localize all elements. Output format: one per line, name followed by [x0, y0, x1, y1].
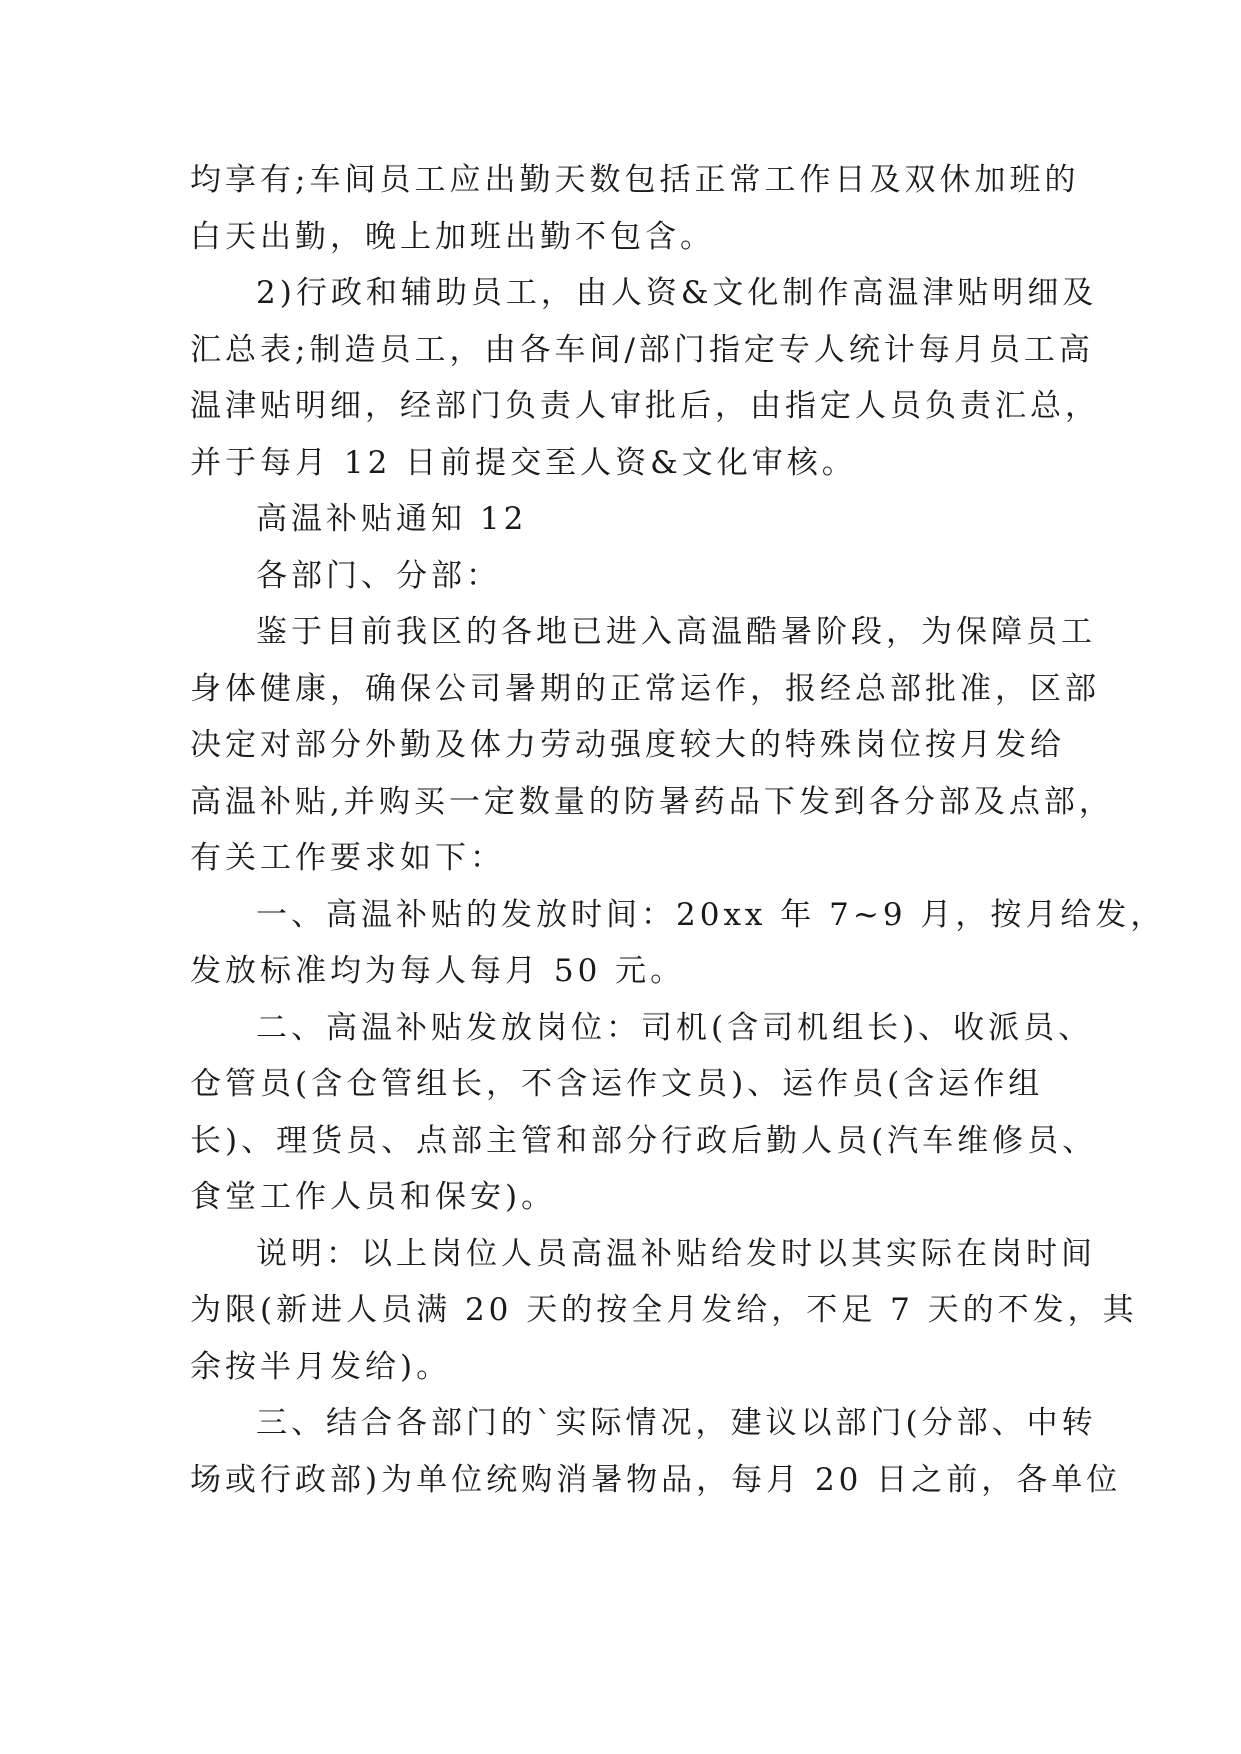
text-line: 汇总表;制造员工，由各车间/部门指定专人统计每月员工高: [190, 331, 1094, 368]
text-line: 均享有;车间员工应出勤天数包括正常工作日及双休加班的: [190, 162, 1080, 198]
text-line: 一、高温补贴的发放时间：20xx 年 7~9 月，按月给发，: [256, 896, 1166, 933]
text-line: 决定对部分外勤及体力劳动强度较大的特殊岗位按月发给: [190, 727, 1065, 763]
text-line: 温津贴明细，经部门负责人审批后，由指定人员负责汇总，: [190, 388, 1100, 424]
text-line: 二、高温补贴发放岗位：司机(含司机组长)、收派员、: [256, 1009, 1094, 1046]
text-line: 各部门、分部：: [256, 557, 501, 594]
text-line: 仓管员(含仓管组长，不含运作文员)、运作员(含运作组: [190, 1066, 1044, 1102]
text-line: 三、结合各部门的`实际情况，建议以部门(分部、中转: [256, 1405, 1097, 1441]
text-line: 发放标准均为每人每月 50 元。: [190, 953, 686, 989]
text-line: 说明：以上岗位人员高温补贴给发时以其实际在岗时间: [256, 1235, 1096, 1272]
text-line: 长)、理货员、点部主管和部分行政后勤人员(汽车维修员、: [190, 1122, 1098, 1159]
text-line: 为限(新进人员满 20 天的按全月发给，不足 7 天的不发，其: [190, 1292, 1138, 1328]
text-line: 白天出勤，晚上加班出勤不包含。: [190, 218, 715, 255]
text-line: 食堂工作人员和保安)。: [190, 1179, 557, 1215]
text-line: 鉴于目前我区的各地已进入高温酷暑阶段，为保障员工: [256, 614, 1096, 650]
text-line: 场或行政部)为单位统购消暑物品，每月 20 日之前，各单位: [190, 1461, 1122, 1498]
text-line: 2)行政和辅助员工，由人资&文化制作高温津贴明细及: [256, 275, 1098, 311]
text-line: 高温补贴,并购买一定数量的防暑药品下发到各分部及点部，: [190, 783, 1114, 820]
document-body: [190, 152, 1166, 1508]
text-line: 并于每月 12 日前提交至人资&文化审核。: [190, 444, 857, 481]
text-line: 身体健康，确保公司暑期的正常运作，报经总部批准，区部: [190, 670, 1100, 707]
text-line: 高温补贴通知 12: [256, 501, 528, 537]
text-line: 有关工作要求如下：: [190, 840, 505, 876]
text-line: 余按半月发给)。: [190, 1348, 452, 1385]
